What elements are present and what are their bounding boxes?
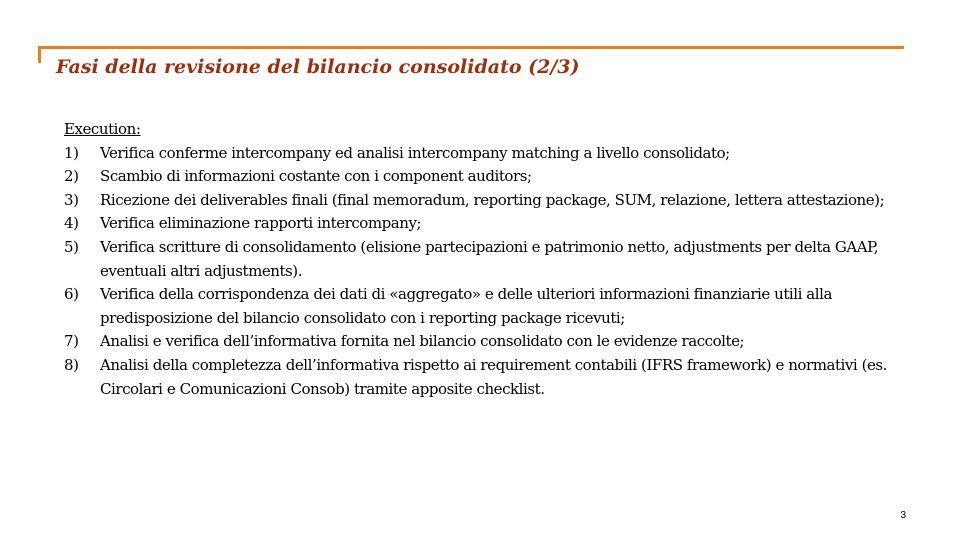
item-text: Ricezione dei deliverables finali (final memoradum, reporting package, SUM, relazione, lettera attestazione); [100, 190, 885, 209]
list-item [64, 142, 914, 166]
list-item [64, 330, 914, 354]
item-number: 7) [64, 332, 79, 351]
section-heading: Execution: [64, 120, 141, 138]
item-number: 3) [64, 190, 79, 209]
item-text: Verifica scritture di consolidamento (elisione partecipazioni e patrimonio netto, adjustments per delta GAAP, eventuali altri adjustments). [100, 237, 879, 280]
list-item [64, 212, 914, 236]
item-text: Verifica della corrispondenza dei dati di «aggregato» e delle ulteriori informazioni finanziarie utili alla predisposizione del bilancio consolidato con i reporting package ricevuti; [100, 285, 832, 327]
item-number: 1) [64, 143, 79, 162]
accent-line-left [38, 46, 41, 63]
item-number: 2) [64, 167, 79, 186]
list-item [64, 354, 914, 401]
item-number: 4) [64, 214, 79, 233]
item-text: Verifica conferme intercompany ed analisi intercompany matching a livello consolidato; [100, 143, 730, 162]
item-text: Analisi e verifica dell’informativa fornita nel bilancio consolidato con le evidenze raccolte; [100, 332, 745, 351]
slide-title: Fasi della revisione del bilancio consolidato (2/3) [56, 56, 580, 78]
list-item [64, 283, 914, 330]
list-item [64, 189, 914, 213]
item-number: 6) [64, 285, 79, 304]
list-item [64, 236, 914, 283]
item-text: Verifica eliminazione rapporti intercompany; [100, 214, 422, 233]
page-number: 3 [900, 510, 906, 521]
accent-line-top [38, 46, 904, 49]
item-text: Analisi della completezza dell’informativa rispetto ai requirement contabili (IFRS framework) e normativi (es. Circolari e Comunicazioni Consob) tramite apposite checklist. [100, 355, 887, 398]
item-number: 5) [64, 237, 79, 256]
item-text: Scambio di informazioni costante con i component auditors; [100, 167, 532, 186]
item-number: 8) [64, 355, 79, 374]
list-item [64, 165, 914, 189]
slide-body [64, 118, 914, 401]
numbered-list [64, 142, 914, 402]
